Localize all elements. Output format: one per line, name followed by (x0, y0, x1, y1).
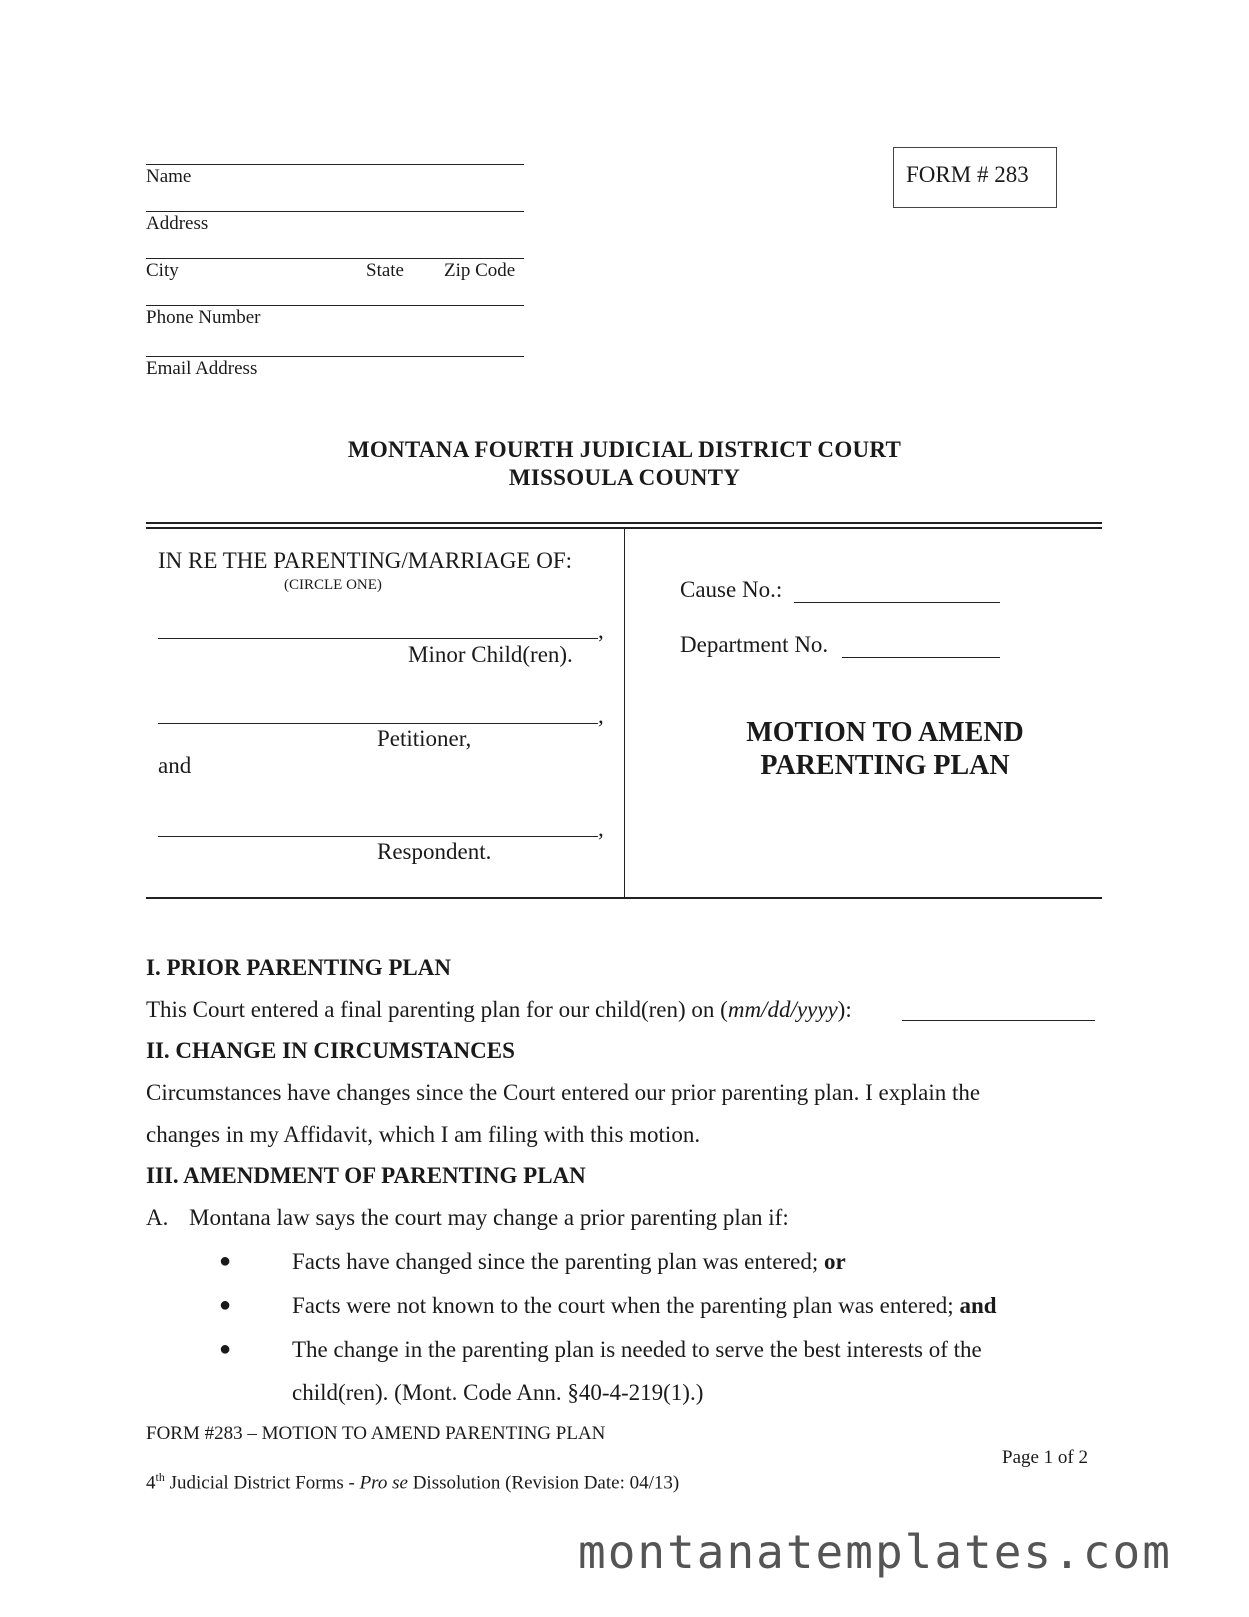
district-text-b: Dissolution (Revision Date: 04/13) (407, 1472, 680, 1494)
court-name: MONTANA FOURTH JUDICIAL DISTRICT COURT (347, 437, 902, 462)
footer-district-line (146, 1470, 679, 1494)
caption-top-rule-1 (146, 522, 1102, 524)
phone-label: Phone Number (146, 307, 261, 328)
email-line (146, 356, 524, 357)
form-number-box (893, 147, 1057, 208)
bullet-dot-2: ● (219, 1294, 232, 1316)
bullet-2 (292, 1293, 997, 1319)
section-1-text-a: This Court entered a final parenting plan for our child(ren) on ( (146, 997, 728, 1022)
department-no-blank[interactable] (842, 657, 1000, 658)
cause-no-blank[interactable] (794, 602, 1000, 603)
minor-children-label: Minor Child(ren). (408, 642, 573, 667)
zip-label: Zip Code (444, 260, 516, 281)
district-suffix: th (155, 1470, 165, 1484)
district-number: 4 (146, 1472, 156, 1494)
comma-2: , (598, 703, 604, 728)
section-1-heading: I. PRIOR PARENTING PLAN (146, 955, 451, 980)
district-text-a: Judicial District Forms - (164, 1472, 360, 1494)
caption-bottom-rule (146, 897, 1102, 899)
section-3-a-letter: A. (146, 1205, 169, 1230)
bullet-2-text: Facts were not known to the court when the parenting plan was entered; (292, 1293, 960, 1318)
bullet-1 (292, 1249, 846, 1275)
motion-title-line1: MOTION TO AMEND (746, 717, 1024, 748)
bullet-3-text: The change in the parenting plan is needed to serve the best interests of the (292, 1337, 982, 1362)
section-2-line2: changes in my Affidavit, which I am filing with this motion. (146, 1122, 701, 1147)
respondent-blank[interactable] (158, 836, 598, 837)
name-line (146, 164, 524, 165)
caption-divider (624, 528, 625, 899)
address-label: Address (146, 213, 209, 234)
form-number: FORM # 283 (906, 162, 1029, 187)
department-no-label: Department No. (680, 632, 829, 657)
section-1-text (146, 997, 852, 1023)
section-1-text-b: ): (837, 997, 852, 1022)
state-label: State (366, 260, 404, 281)
city-label: City (146, 260, 179, 281)
bullet-dot-1: ● (219, 1250, 232, 1272)
watermark: montanatemplates.com (578, 1525, 1172, 1579)
comma-1: , (598, 618, 604, 643)
minor-children-blank[interactable] (158, 638, 598, 639)
section-3-a-text: Montana law says the court may change a prior parenting plan if: (189, 1205, 789, 1230)
email-label: Email Address (146, 358, 258, 379)
motion-title-line2: PARENTING PLAN (760, 750, 1010, 781)
date-format-hint: mm/dd/yyyy (727, 997, 838, 1022)
footer-form-line: FORM #283 – MOTION TO AMEND PARENTING PLAN (146, 1423, 606, 1444)
bullet-2-bold: and (959, 1293, 997, 1318)
bullet-3 (292, 1337, 982, 1363)
bullet-1-text: Facts have changed since the parenting plan was entered; (292, 1249, 824, 1274)
petitioner-label: Petitioner, (377, 726, 472, 751)
county-name: MISSOULA COUNTY (508, 465, 741, 490)
section-2-heading: II. CHANGE IN CIRCUMSTANCES (146, 1038, 515, 1063)
bullet-3-continuation: child(ren). (Mont. Code Ann. §40-4-219(1).) (292, 1380, 704, 1405)
name-label: Name (146, 166, 192, 187)
cause-no-label: Cause No.: (680, 577, 783, 602)
pro-se-text: Pro se (359, 1472, 408, 1494)
city-state-zip-line (146, 258, 524, 259)
circle-one-note: (CIRCLE ONE) (284, 577, 382, 593)
footer-page-number: Page 1 of 2 (1002, 1447, 1089, 1468)
section-2-line1: Circumstances have changes since the Court entered our prior parenting plan. I explain the (146, 1080, 981, 1105)
address-line (146, 211, 524, 212)
and-label: and (158, 753, 192, 778)
in-re-heading: IN RE THE PARENTING/MARRIAGE OF: (158, 548, 573, 573)
petitioner-blank[interactable] (158, 723, 598, 724)
phone-line (146, 305, 524, 306)
section-3-heading: III. AMENDMENT OF PARENTING PLAN (146, 1163, 586, 1188)
bullet-dot-3: ● (219, 1338, 232, 1360)
comma-3: , (598, 816, 604, 841)
bullet-1-bold: or (824, 1249, 846, 1274)
parenting-plan-date-blank[interactable] (902, 1020, 1095, 1021)
respondent-label: Respondent. (377, 839, 492, 864)
